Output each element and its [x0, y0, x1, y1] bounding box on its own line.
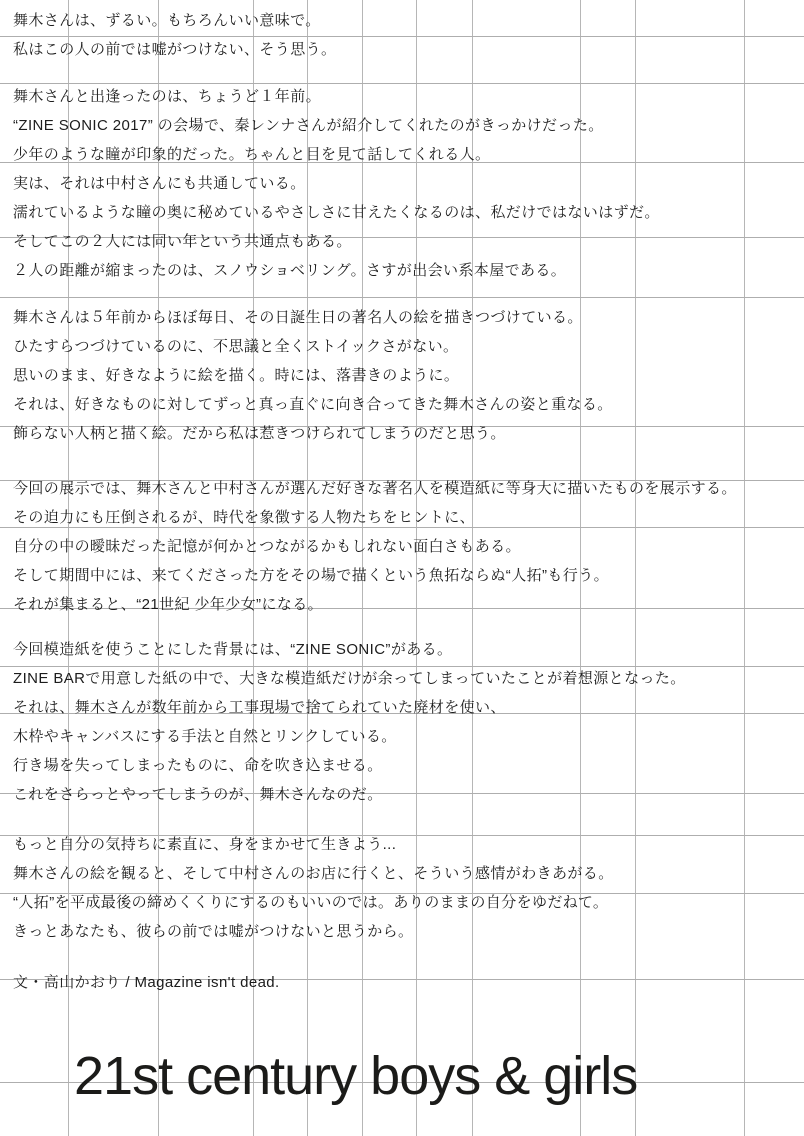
essay-line: 舞木さんと出逢ったのは、ちょうど１年前。: [13, 88, 322, 105]
essay-line: 今回模造紙を使うことにした背景には、“ZINE SONIC”がある。: [13, 641, 453, 658]
essay-line: これをさらっとやってしまうのが、舞木さんなのだ。: [13, 786, 383, 803]
essay-paragraph: [13, 82, 800, 285]
essay-line: 思いのまま、好きなように絵を描く。時には、落書きのように。: [13, 367, 460, 384]
essay-line: 飾らない人柄と描く絵。だから私は惹きつけられてしまうのだと思う。: [13, 425, 506, 442]
essay-paragraph: [13, 635, 800, 809]
essay-line: ひたすらつづけているのに、不思議と全くストイックさがない。: [13, 338, 459, 355]
essay-line: きっとあなたも、彼らの前では嘘がつけないと思うから。: [13, 923, 414, 940]
essay-line: ZINE BARで用意した紙の中で、大きな模造紙だけが余ってしまっていたことが着想源となった。: [13, 670, 686, 687]
essay-line: それは、好きなものに対してずっと真っ直ぐに向き合ってきた舞木さんの姿と重なる。: [13, 396, 613, 413]
essay-paragraph: [13, 830, 800, 946]
essay-line: 木枠やキャンバスにする手法と自然とリンクしている。: [13, 728, 397, 745]
page-title: 21st century boys & girls: [74, 1046, 638, 1106]
essay-line: 行き場を失ってしまったものに、命を吹き込ませる。: [13, 757, 383, 774]
essay-line: 濡れているような瞳の奥に秘めているやさしさに甘えたくなるのは、私だけではないはずだ。: [13, 204, 660, 221]
essay-line: “人拓”を平成最後の締めくくりにするのもいいのでは。ありのままの自分をゆだねて。: [13, 894, 609, 911]
credit-line: 文・高山かおり / Magazine isn't dead.: [13, 974, 280, 991]
essay-line: 私はこの人の前では嘘がつけない、そう思う。: [13, 41, 337, 58]
essay-line: そしてこの２人には同い年という共通点もある。: [13, 233, 352, 250]
essay-line: それが集まると、“21世紀 少年少女”になる。: [13, 596, 324, 613]
essay-line: “ZINE SONIC 2017” の会場で、秦レンナさんが紹介してくれたのがきっかけだった。: [13, 117, 604, 134]
essay-line: 舞木さんは５年前からほぼ毎日、その日誕生日の著名人の絵を描きつづけている。: [13, 309, 583, 326]
essay-line: もっと自分の気持ちに素直に、身をまかせて生きよう...: [13, 836, 397, 853]
essay-line: そして期間中には、来てくださった方をその場で描くという魚拓ならぬ“人拓”も行う。: [13, 567, 609, 584]
essay-paragraph: [13, 303, 800, 448]
essay-line: その迫力にも圧倒されるが、時代を象徴する人物たちをヒントに、: [13, 509, 476, 526]
essay-line: 実は、それは中村さんにも共通している。: [13, 175, 306, 192]
essay-line: 今回の展示では、舞木さんと中村さんが選んだ好きな著名人を模造紙に等身大に描いたものを展示する。: [13, 480, 737, 497]
essay-line: ２人の距離が縮まったのは、スノウショベリング。さすが出会い系本屋である。: [13, 262, 567, 279]
essay-line: それは、舞木さんが数年前から工事現場で捨てられていた廃材を使い、: [13, 699, 506, 716]
essay-line: 自分の中の曖昧だった記憶が何かとつながるかもしれない面白さもある。: [13, 538, 521, 555]
essay-paragraph: [13, 474, 800, 619]
essay-paragraph: [13, 6, 800, 64]
essay-line: 少年のような瞳が印象的だった。ちゃんと目を見て話してくれる人。: [13, 146, 491, 163]
essay-line: 舞木さんの絵を観ると、そして中村さんのお店に行くと、そういう感情がわきあがる。: [13, 865, 614, 882]
essay-paragraph: [13, 968, 800, 997]
essay-line: 舞木さんは、ずるい。もちろんいい意味で。: [13, 12, 321, 29]
